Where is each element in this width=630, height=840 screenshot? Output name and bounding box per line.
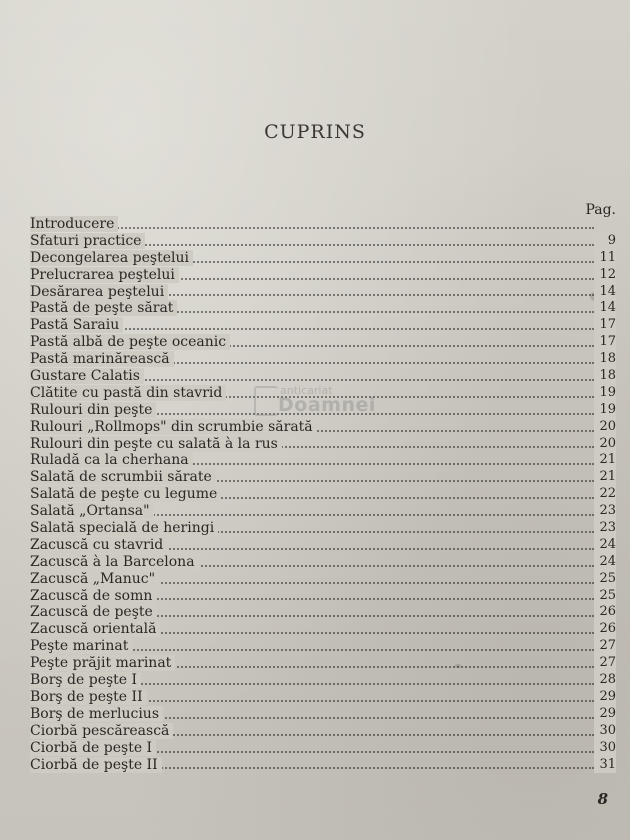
toc-entry-page: 25 xyxy=(594,571,616,588)
toc-entry-title: Borş de merlucius xyxy=(30,706,163,722)
toc-entry-page: 29 xyxy=(594,689,616,706)
table-of-contents xyxy=(30,216,616,773)
toc-entry-page: 17 xyxy=(594,334,616,351)
toc-entry xyxy=(30,520,616,537)
toc-entry-title: Ciorbă pescărească xyxy=(30,723,173,739)
toc-entry-page: 20 xyxy=(594,436,616,453)
toc-entry-title: Zacuscă à la Barcelona xyxy=(30,554,199,570)
toc-entry-page: 21 xyxy=(594,469,616,486)
toc-entry-title: Peşte prăjit marinat xyxy=(30,655,175,671)
toc-entry xyxy=(30,216,616,233)
page-title: CUPRINS xyxy=(264,121,366,143)
toc-entry-title: Clătite cu pastă din stavrid xyxy=(30,385,226,401)
toc-entry xyxy=(30,655,616,672)
toc-entry-title: Borş de peşte II xyxy=(30,689,147,705)
toc-entry-page: 12 xyxy=(594,267,616,284)
toc-entry-title: Zacuscă „Manuc" xyxy=(30,571,159,587)
toc-entry xyxy=(30,250,616,267)
toc-entry xyxy=(30,638,616,655)
toc-entry-title: Zacuscă de peşte xyxy=(30,604,157,620)
toc-entry-title: Rulouri din peşte xyxy=(30,402,156,418)
toc-entry-page: 30 xyxy=(594,740,616,757)
toc-entry-page: 25 xyxy=(594,588,616,605)
toc-entry xyxy=(30,486,616,503)
watermark-top-text: anticariat xyxy=(280,384,333,397)
toc-entry xyxy=(30,621,616,638)
toc-entry xyxy=(30,351,616,368)
toc-entry xyxy=(30,588,616,605)
toc-entry-page: 24 xyxy=(594,554,616,571)
toc-entry xyxy=(30,554,616,571)
toc-entry xyxy=(30,284,616,301)
toc-entry-page: 22 xyxy=(594,486,616,503)
page-number: 8 xyxy=(597,790,608,808)
toc-entry-title: Pastă Saraiu xyxy=(30,317,123,333)
toc-entry-title: Sfaturi practice xyxy=(30,233,145,249)
toc-entry-page: 21 xyxy=(594,452,616,469)
toc-entry-page: 27 xyxy=(594,655,616,672)
toc-entry-title: Salată specială de heringi xyxy=(30,520,218,536)
toc-entry-page: 24 xyxy=(594,537,616,554)
toc-entry xyxy=(30,334,616,351)
toc-entry-page: 28 xyxy=(594,672,616,689)
toc-entry-page: 26 xyxy=(594,604,616,621)
toc-entry-title: Gustare Calatis xyxy=(30,368,144,384)
toc-entry-page: 18 xyxy=(594,368,616,385)
toc-entry-page: 14 xyxy=(594,284,616,301)
toc-entry-page: 23 xyxy=(594,520,616,537)
toc-entry xyxy=(30,267,616,284)
toc-entry xyxy=(30,604,616,621)
watermark-bottom-text: Doamnei xyxy=(278,394,376,416)
toc-entry-page: 27 xyxy=(594,638,616,655)
toc-entry xyxy=(30,740,616,757)
toc-entry-title: Introducere xyxy=(30,216,118,232)
toc-entry-page: 31 xyxy=(594,757,616,774)
toc-entry xyxy=(30,317,616,334)
toc-entry-page: 26 xyxy=(594,621,616,638)
toc-entry-page: 18 xyxy=(594,351,616,368)
toc-entry xyxy=(30,233,616,250)
toc-entry xyxy=(30,503,616,520)
page-column-header: Pag. xyxy=(585,202,616,218)
toc-entry-page: 14 xyxy=(594,300,616,317)
toc-entry xyxy=(30,300,616,317)
toc-entry-title: Ruladă ca la cherhana xyxy=(30,452,193,468)
toc-entry xyxy=(30,469,616,486)
toc-entry xyxy=(30,757,616,774)
toc-entry-title: Pastă marinărească xyxy=(30,351,174,367)
toc-entry-page: 20 xyxy=(594,419,616,436)
toc-entry-page: 9 xyxy=(594,233,616,250)
toc-entry xyxy=(30,537,616,554)
toc-entry xyxy=(30,706,616,723)
toc-entry-title: Prelucrarea peştelui xyxy=(30,267,179,283)
toc-entry-page: 29 xyxy=(594,706,616,723)
toc-entry-title: Ciorbă de peşte II xyxy=(30,757,162,773)
toc-entry-title: Pastă albă de peşte oceanic xyxy=(30,334,230,350)
toc-entry-title: Zacuscă cu stavrid xyxy=(30,537,167,553)
toc-entry-title: Decongelarea peştelui xyxy=(30,250,193,266)
watermark-bracket-icon xyxy=(254,386,278,416)
toc-entry-title: Rulouri „Rollmops" din scrumbie sărată xyxy=(30,419,317,435)
toc-entry xyxy=(30,672,616,689)
toc-entry-page: 17 xyxy=(594,317,616,334)
toc-entry xyxy=(30,689,616,706)
toc-entry-title: Zacuscă orientală xyxy=(30,621,160,637)
watermark-logo xyxy=(254,382,404,422)
toc-entry-title: Salată de scrumbii sărate xyxy=(30,469,216,485)
toc-entry-title: Desărarea peştelui xyxy=(30,284,168,300)
toc-entry xyxy=(30,436,616,453)
toc-entry-page: 11 xyxy=(594,250,616,267)
toc-entry-page: 19 xyxy=(594,385,616,402)
toc-entry-title: Ciorbă de peşte I xyxy=(30,740,156,756)
toc-entry-title: Borş de peşte I xyxy=(30,672,141,688)
toc-entry xyxy=(30,452,616,469)
toc-entry-page: 30 xyxy=(594,723,616,740)
toc-entry-page: 19 xyxy=(594,402,616,419)
toc-entry-page: 23 xyxy=(594,503,616,520)
toc-entry xyxy=(30,571,616,588)
toc-entry-title: Salată de peşte cu legume xyxy=(30,486,221,502)
toc-entry-title: Salată „Ortansa" xyxy=(30,503,154,519)
toc-entry-title: Zacuscă de somn xyxy=(30,588,156,604)
toc-entry-title: Pastă de peşte sărat xyxy=(30,300,177,316)
toc-entry-title: Peşte marinat xyxy=(30,638,132,654)
toc-entry xyxy=(30,723,616,740)
toc-entry-title: Rulouri din peşte cu salată à la rus xyxy=(30,436,282,452)
